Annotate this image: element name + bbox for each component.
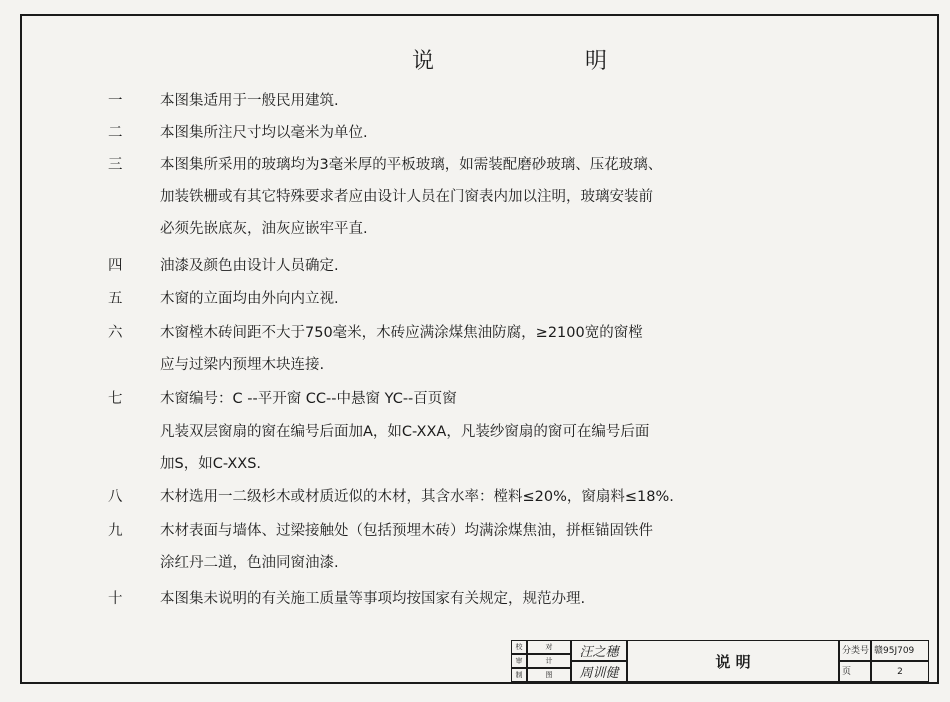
title-block-label: 图 <box>527 668 571 682</box>
note-line: 油漆及颜色由设计人员确定. <box>160 258 339 274</box>
note-number: 八 <box>108 489 123 505</box>
note-number: 三 <box>108 157 123 173</box>
note-line: 凡装双层窗扇的窗在编号后面加A，如C-XXA，凡装纱窗扇的窗可在编号后面 <box>160 424 650 440</box>
note-line: 木窗的立面均由外向内立视. <box>160 291 339 307</box>
note-line: 木材选用一二级杉木或材质近似的木材，其含水率：樘料≤20%，窗扇料≤18%. <box>160 489 674 505</box>
note-line: 本图集所注尺寸均以毫米为单位. <box>160 125 368 141</box>
signature-checker: 汪之穗 <box>571 640 627 661</box>
atlas-number: 赣95J709 <box>871 640 929 661</box>
note-line: 本图集所采用的玻璃均为3毫米厚的平板玻璃，如需装配磨砂玻璃、压花玻璃、 <box>160 157 663 173</box>
title-block-label: 审 <box>511 654 527 668</box>
title-block <box>511 640 929 682</box>
page-title: 说 明 <box>412 49 679 74</box>
note-line: 涂红丹二道，色油同窗油漆. <box>160 555 339 571</box>
note-number: 七 <box>108 391 123 407</box>
note-line: 木材表面与墙体、过梁接触处（包括预埋木砖）均满涂煤焦油，拼框锚固铁件 <box>160 523 653 539</box>
drawing-sheet <box>20 14 939 684</box>
note-line: 应与过梁内预埋木块连接. <box>160 357 325 373</box>
note-number: 九 <box>108 523 123 539</box>
title-block-label: 制 <box>511 668 527 682</box>
note-number: 五 <box>108 291 123 307</box>
atlas-label: 分类号 <box>839 640 871 661</box>
sheet-title: 说 明 <box>627 640 839 682</box>
note-number: 十 <box>108 591 123 607</box>
note-number: 二 <box>108 125 123 141</box>
note-line: 本图集适用于一般民用建筑. <box>160 93 339 109</box>
title-block-label: 计 <box>527 654 571 668</box>
note-line: 必须先嵌底灰，油灰应嵌牢平直. <box>160 221 368 237</box>
note-line: 加S，如C-XXS. <box>160 456 262 472</box>
title-block-label: 校 <box>511 640 527 654</box>
signature-designer: 周训健 <box>571 661 627 682</box>
note-line: 木窗编号：C --平开窗 CC--中悬窗 YC--百页窗 <box>160 391 457 407</box>
note-line: 加装铁栅或有其它特殊要求者应由设计人员在门窗表内加以注明，玻璃安装前 <box>160 189 653 205</box>
note-number: 四 <box>108 258 123 274</box>
page-label: 页 <box>839 661 871 682</box>
note-number: 一 <box>108 93 123 109</box>
note-number: 六 <box>108 325 123 341</box>
page-number: 2 <box>871 661 929 682</box>
title-block-label: 对 <box>527 640 571 654</box>
note-line: 木窗樘木砖间距不大于750毫米，木砖应满涂煤焦油防腐，≥2100宽的窗樘 <box>160 325 643 341</box>
note-line: 本图集未说明的有关施工质量等事项均按国家有关规定，规范办理. <box>160 591 586 607</box>
